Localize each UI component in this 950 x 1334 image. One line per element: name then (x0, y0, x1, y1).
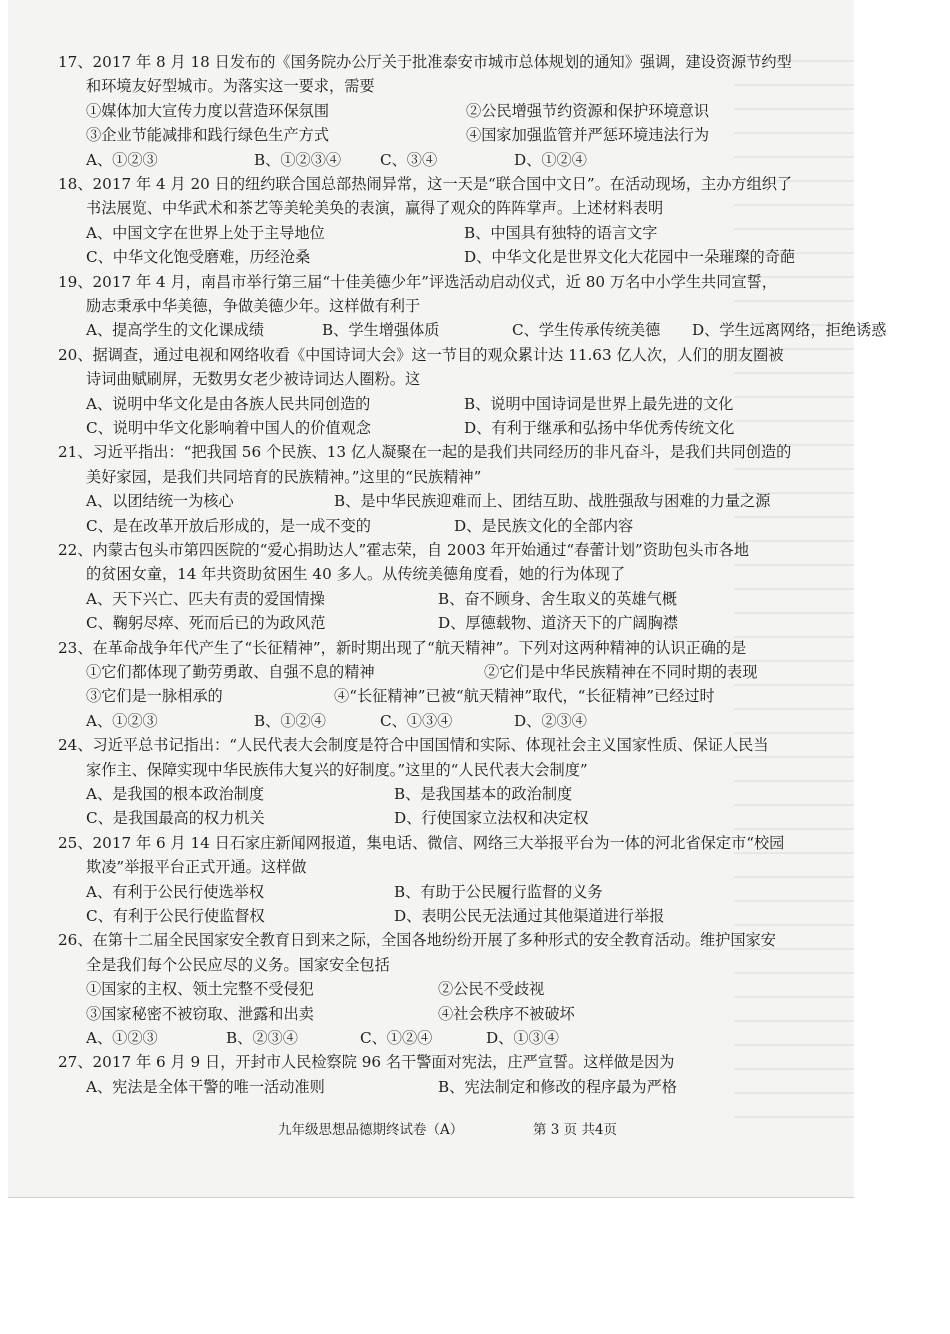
statement: ②它们是中华民族精神在不同时期的表现 (484, 662, 758, 681)
option-b: B、是我国基本的政治制度 (394, 784, 573, 803)
option-b: B、是中华民族迎难而上、团结互助、战胜强敌与困难的力量之源 (334, 492, 771, 511)
option-b: B、有助于公民履行监督的义务 (394, 882, 603, 901)
question-26 (58, 928, 848, 1050)
option-d: D、学生远离网络，拒绝诱惑 (692, 321, 887, 340)
option-a: A、有利于公民行使选举权 (86, 882, 265, 901)
option-c: C、学生传承传统美德 (512, 321, 661, 340)
statement: ④“长征精神”已被“航天精神”取代，“长征精神”已经过时 (334, 687, 715, 706)
option-d: D、中华文化是世界文化大花园中一朵璀璨的奇葩 (464, 248, 796, 267)
option-c: C、是在改革开放后形成的，是一成不变的 (86, 516, 371, 535)
option-d: D、有利于继承和弘扬中华优秀传统文化 (464, 418, 735, 437)
question-stem: 在革命战争年代产生了“长征精神”，新时期出现了“航天精神”。下列对这两种精神的认识正确的是 (92, 638, 747, 657)
question-19 (58, 270, 887, 343)
statement: ①国家的主权、领土完整不受侵犯 (86, 980, 314, 999)
question-27 (58, 1050, 848, 1099)
question-stem: 的贫困女童，14 年共资助贫困生 40 多人。从传统美德角度看，她的行为体现了 (86, 565, 626, 584)
statement: ③它们是一脉相承的 (86, 687, 223, 706)
option-c: C、是我国最高的权力机关 (86, 809, 265, 828)
question-stem: 家作主、保障实现中华民族伟大复兴的好制度。”这里的“人民代表大会制度” (86, 760, 588, 779)
question-stem: 2017 年 4 月，南昌市举行第三届“十佳美德少年”评选活动启动仪式，近 80 万名中小学生共同宣誓， (92, 272, 777, 291)
option-a: A、①②③ (86, 1028, 158, 1047)
option-b: B、说明中国诗词是世界上最先进的文化 (464, 394, 734, 413)
question-24 (58, 733, 848, 831)
option-c: C、③④ (380, 150, 438, 169)
option-d: D、①②④ (514, 150, 587, 169)
question-18 (58, 172, 848, 270)
question-stem: 习近平指出：“把我国 56 个民族、13 亿人凝聚在一起的是我们共同经历的非凡奋斗，是我们共同创造的 (92, 443, 792, 462)
question-25 (58, 831, 848, 929)
question-stem: 欺凌”举报平台正式开通。这样做 (86, 858, 307, 877)
option-a: A、说明中华文化是由各族人民共同创造的 (86, 394, 371, 413)
statement: ③国家秘密不被窃取、泄露和出卖 (86, 1004, 314, 1023)
option-c: C、中华文化饱受磨难，历经沧桑 (86, 248, 311, 267)
option-b: B、中国具有独特的语言文字 (464, 223, 658, 242)
option-c: C、①②④ (360, 1028, 433, 1047)
statement: ①它们都体现了勤劳勇敢、自强不息的精神 (86, 662, 375, 681)
option-d: D、①③④ (486, 1028, 559, 1047)
option-a: A、以团结统一为核心 (86, 492, 234, 511)
option-c: C、说明中华文化影响着中国人的价值观念 (86, 418, 371, 437)
option-b: B、①②④ (254, 711, 326, 730)
option-b: B、学生增强体质 (322, 321, 440, 340)
page-number: 第 3 页 共4页 (533, 1122, 618, 1138)
option-a: A、天下兴亡、匹夫有责的爱国情操 (86, 589, 325, 608)
option-a: A、是我国的根本政治制度 (86, 784, 265, 803)
question-stem: 内蒙古包头市第四医院的“爱心捐助达人”霍志荣，自 2003 年开始通过“春蕾计划”资助包头市各地 (92, 540, 750, 559)
option-a: A、提高学生的文化课成绩 (86, 321, 265, 340)
option-a: A、中国文字在世界上处于主导地位 (86, 223, 325, 242)
option-a: A、①②③ (86, 150, 158, 169)
option-a: A、宪法是全体干警的唯一活动准则 (86, 1077, 325, 1096)
question-stem: 和环境友好型城市。为落实这一要求，需要 (86, 77, 375, 96)
option-b: B、宪法制定和修改的程序最为严格 (438, 1077, 677, 1096)
option-d: D、表明公民无法通过其他渠道进行举报 (394, 906, 665, 925)
option-c: C、有利于公民行使监督权 (86, 906, 265, 925)
question-stem: 2017 年 6 月 14 日石家庄新闻网报道，集电话、微信、网络三大举报平台为一体的河北省保定市“校园 (92, 833, 785, 852)
question-number: 21、 (58, 443, 93, 462)
question-stem: 在第十二届全民国家安全教育日到来之际，全国各地纷纷开展了多种形式的安全教育活动。维护国家安 (92, 931, 776, 950)
question-number: 23、 (58, 638, 93, 657)
option-d: D、是民族文化的全部内容 (454, 516, 634, 535)
question-20 (58, 343, 848, 441)
exam-title: 九年级思想品德期终试卷（A） (278, 1122, 464, 1138)
option-b: B、①②③④ (254, 150, 342, 169)
statement: ②公民增强节约资源和保护环境意识 (466, 101, 709, 120)
question-stem: 2017 年 4 月 20 日的纽约联合国总部热闹异常，这一天是“联合国中文日”。在活动现场，主办方组织了 (92, 174, 793, 193)
option-b: B、②③④ (226, 1028, 298, 1047)
question-number: 18、 (58, 174, 93, 193)
question-number: 20、 (58, 345, 93, 364)
statement: ③企业节能减排和践行绿色生产方式 (86, 126, 329, 145)
question-stem: 2017 年 8 月 18 日发布的《国务院办公厅关于批准泰安市城市总体规划的通知》强调，建设资源节约型 (92, 53, 792, 71)
question-stem: 全是我们每个公民应尽的义务。国家安全包括 (86, 955, 390, 974)
question-stem: 励志秉承中华美德，争做美德少年。这样做有利于 (86, 296, 421, 315)
question-number: 27、 (58, 1053, 93, 1072)
question-stem: 习近平总书记指出：“人民代表大会制度是符合中国国情和实际、体现社会主义国家性质、保证人民当 (92, 736, 769, 755)
question-22 (58, 538, 848, 636)
question-stem: 书法展览、中华武术和茶艺等美轮美奂的表演，赢得了观众的阵阵掌声。上述材料表明 (86, 199, 664, 218)
question-stem: 诗词曲赋刷屏，无数男女老少被诗词达人圈粉。这 (86, 370, 421, 389)
statement: ①媒体加大宣传力度以营造环保氛围 (86, 101, 329, 120)
option-a: A、①②③ (86, 711, 158, 730)
question-list (58, 50, 887, 1099)
question-number: 26、 (58, 931, 93, 950)
question-stem: 美好家园，是我们共同培育的民族精神。”这里的“民族精神” (86, 467, 482, 486)
option-c: C、鞠躬尽瘁、死而后已的为政风范 (86, 614, 326, 633)
option-d: D、行使国家立法权和决定权 (394, 809, 589, 828)
question-21 (58, 440, 848, 538)
question-number: 24、 (58, 736, 93, 755)
question-number: 19、 (58, 272, 93, 291)
question-number: 17、 (58, 53, 93, 71)
question-stem: 据调查，通过电视和网络收看《中国诗词大会》这一节目的观众累计达 11.63 亿人次，人们的朋友圈被 (92, 345, 784, 364)
question-number: 22、 (58, 540, 93, 559)
question-23 (58, 636, 848, 734)
question-17 (58, 50, 848, 172)
question-stem: 2017 年 6 月 9 日，开封市人民检察院 96 名干警面对宪法，庄严宣誓。这样做是因为 (92, 1053, 675, 1072)
option-c: C、①③④ (380, 711, 453, 730)
question-number: 25、 (58, 833, 93, 852)
statement: ④社会秩序不被破坏 (438, 1004, 575, 1023)
statement: ②公民不受歧视 (438, 980, 545, 999)
option-d: D、厚德载物、道济天下的广阔胸襟 (438, 614, 678, 633)
option-b: B、奋不顾身、舍生取义的英雄气概 (438, 589, 677, 608)
exam-page (8, 0, 887, 1198)
option-d: D、②③④ (514, 711, 587, 730)
statement: ④国家加强监管并严惩环境违法行为 (466, 126, 709, 145)
